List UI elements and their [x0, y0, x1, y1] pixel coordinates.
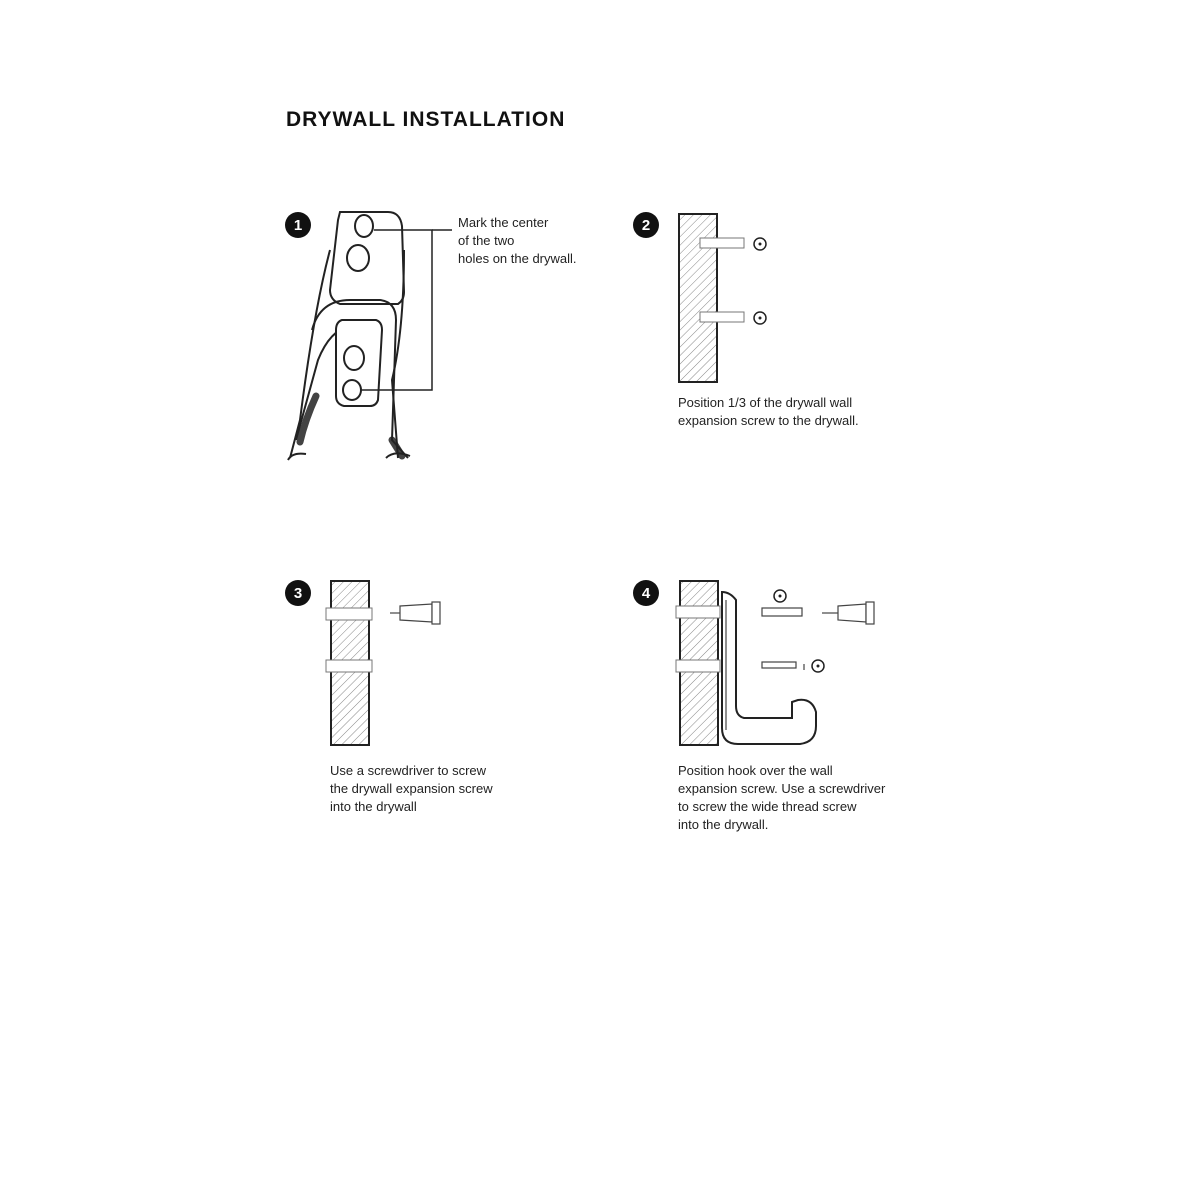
step-4-caption: Position hook over the wall expansion screw. Use a screwdriver to screw the wide thread screw into the drywall. — [678, 763, 886, 832]
hook-bracket-illustration — [288, 212, 452, 460]
step-2-wall-illustration — [679, 214, 766, 382]
step-3-badge: 3 — [285, 580, 311, 606]
step-3-wall-illustration — [326, 581, 440, 745]
step-4-wall-illustration — [676, 581, 874, 745]
step-2-badge: 2 — [633, 212, 659, 238]
page-title: DRYWALL INSTALLATION — [286, 108, 566, 131]
step-1-caption: Mark the center of the two holes on the drywall. — [458, 215, 577, 266]
step-1-badge: 1 — [285, 212, 311, 238]
step-2-caption: Position 1/3 of the drywall wall expansion screw to the drywall. — [678, 395, 859, 428]
step-3-caption: Use a screwdriver to screw the drywall expansion screw into the drywall — [330, 763, 493, 814]
step-4-badge: 4 — [633, 580, 659, 606]
